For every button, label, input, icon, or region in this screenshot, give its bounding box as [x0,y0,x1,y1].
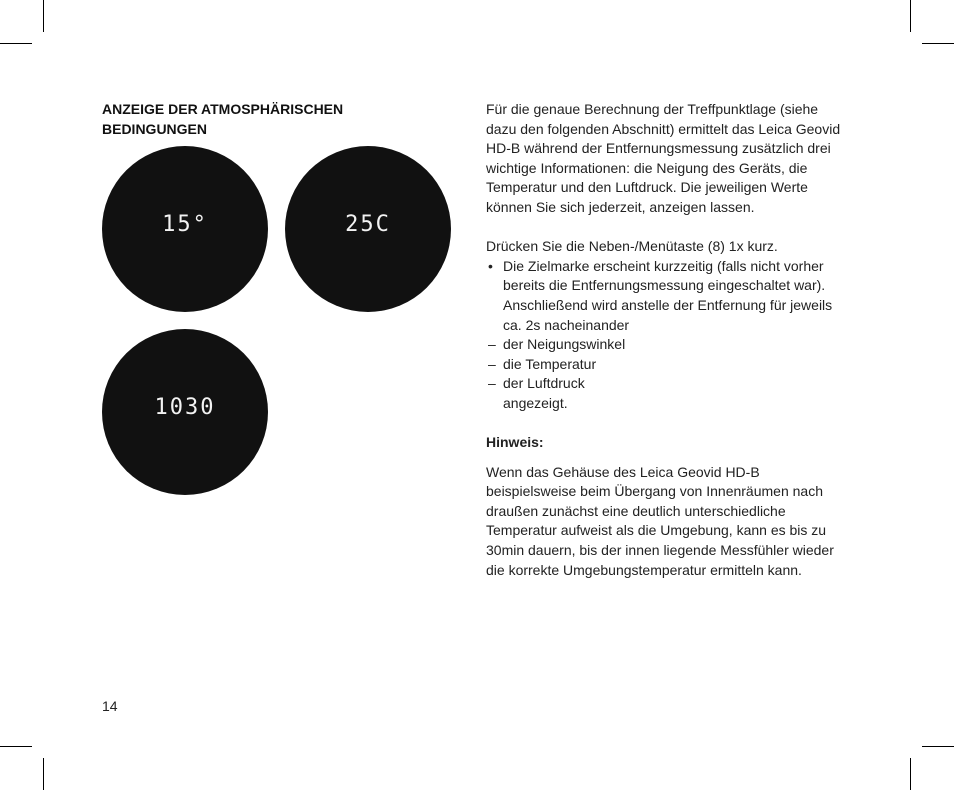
dash-mark: – [488,355,496,372]
closing-line [486,394,846,414]
crop-mark-bottom-left-horizontal [0,746,32,747]
dash-item [486,355,846,375]
crop-mark-top-right-horizontal [922,43,954,44]
dash-item [486,335,846,355]
dash-text: der Luftdruck [503,375,585,392]
display-tilt-readout: 15° [162,212,208,237]
display-pressure-readout: 1030 [154,395,216,420]
dash-text: der Neigungswinkel [503,336,626,353]
display-temperature [285,146,451,312]
crop-mark-bottom-left-vertical [43,758,44,790]
display-tilt [102,146,268,312]
instruction-paragraph: Drücken Sie die Neben-/Menütaste (8) 1x kurz. [486,238,778,255]
crop-mark-top-left-vertical [43,0,44,32]
display-pressure [102,329,268,495]
intro-paragraph: Für die genaue Berechnung der Treffpunktlage (siehe dazu den folgenden Abschnitt) ermittelt das Leica Geovid HD-B während der Entfernungsmessung zusätzlich drei wichtige Informationen: die Neigung des Geräts, die Temperatur und den Luftdruck. Die jeweiligen Werte können Sie sich jederzeit, anzeigen lassen. [486,101,841,215]
crop-mark-bottom-right-horizontal [922,746,954,747]
display-temperature-readout: 25C [345,212,391,237]
crop-mark-top-left-horizontal [0,43,32,44]
closing-text: angezeigt. [503,394,568,411]
text-column [486,100,846,580]
crop-mark-top-right-vertical [910,0,911,32]
bullet-item [486,257,846,335]
crop-mark-bottom-right-vertical [910,758,911,790]
dash-text: die Temperatur [503,355,597,372]
note-title: Hinweis: [486,434,544,451]
dash-mark: – [488,336,496,353]
page-number: 14 [102,698,118,714]
note-paragraph: Wenn das Gehäuse des Leica Geovid HD-B beispielsweise beim Übergang von Innenräumen nach draußen zunächst eine deutlich unterschiedliche Temperatur aufweist als die Umgebung, kann es bis zu 30min dauern, bis der innen liegende Messfühler wieder die korrekte Umgebungstemperatur ermitteln kann. [486,463,834,578]
dash-mark: – [488,375,496,392]
bullet-text: Die Zielmarke erscheint kurzzeitig (falls nicht vorher bereits die Entfernungsmessung eingeschaltet war). Anschließend wird anstelle der Entfernung für jeweils ca. 2s nacheinander [503,257,833,333]
dash-item [486,374,846,394]
section-heading: ANZEIGE DER ATMOSPHÄRISCHEN BEDINGUNGEN [102,101,344,137]
bullet-mark: • [488,257,493,274]
